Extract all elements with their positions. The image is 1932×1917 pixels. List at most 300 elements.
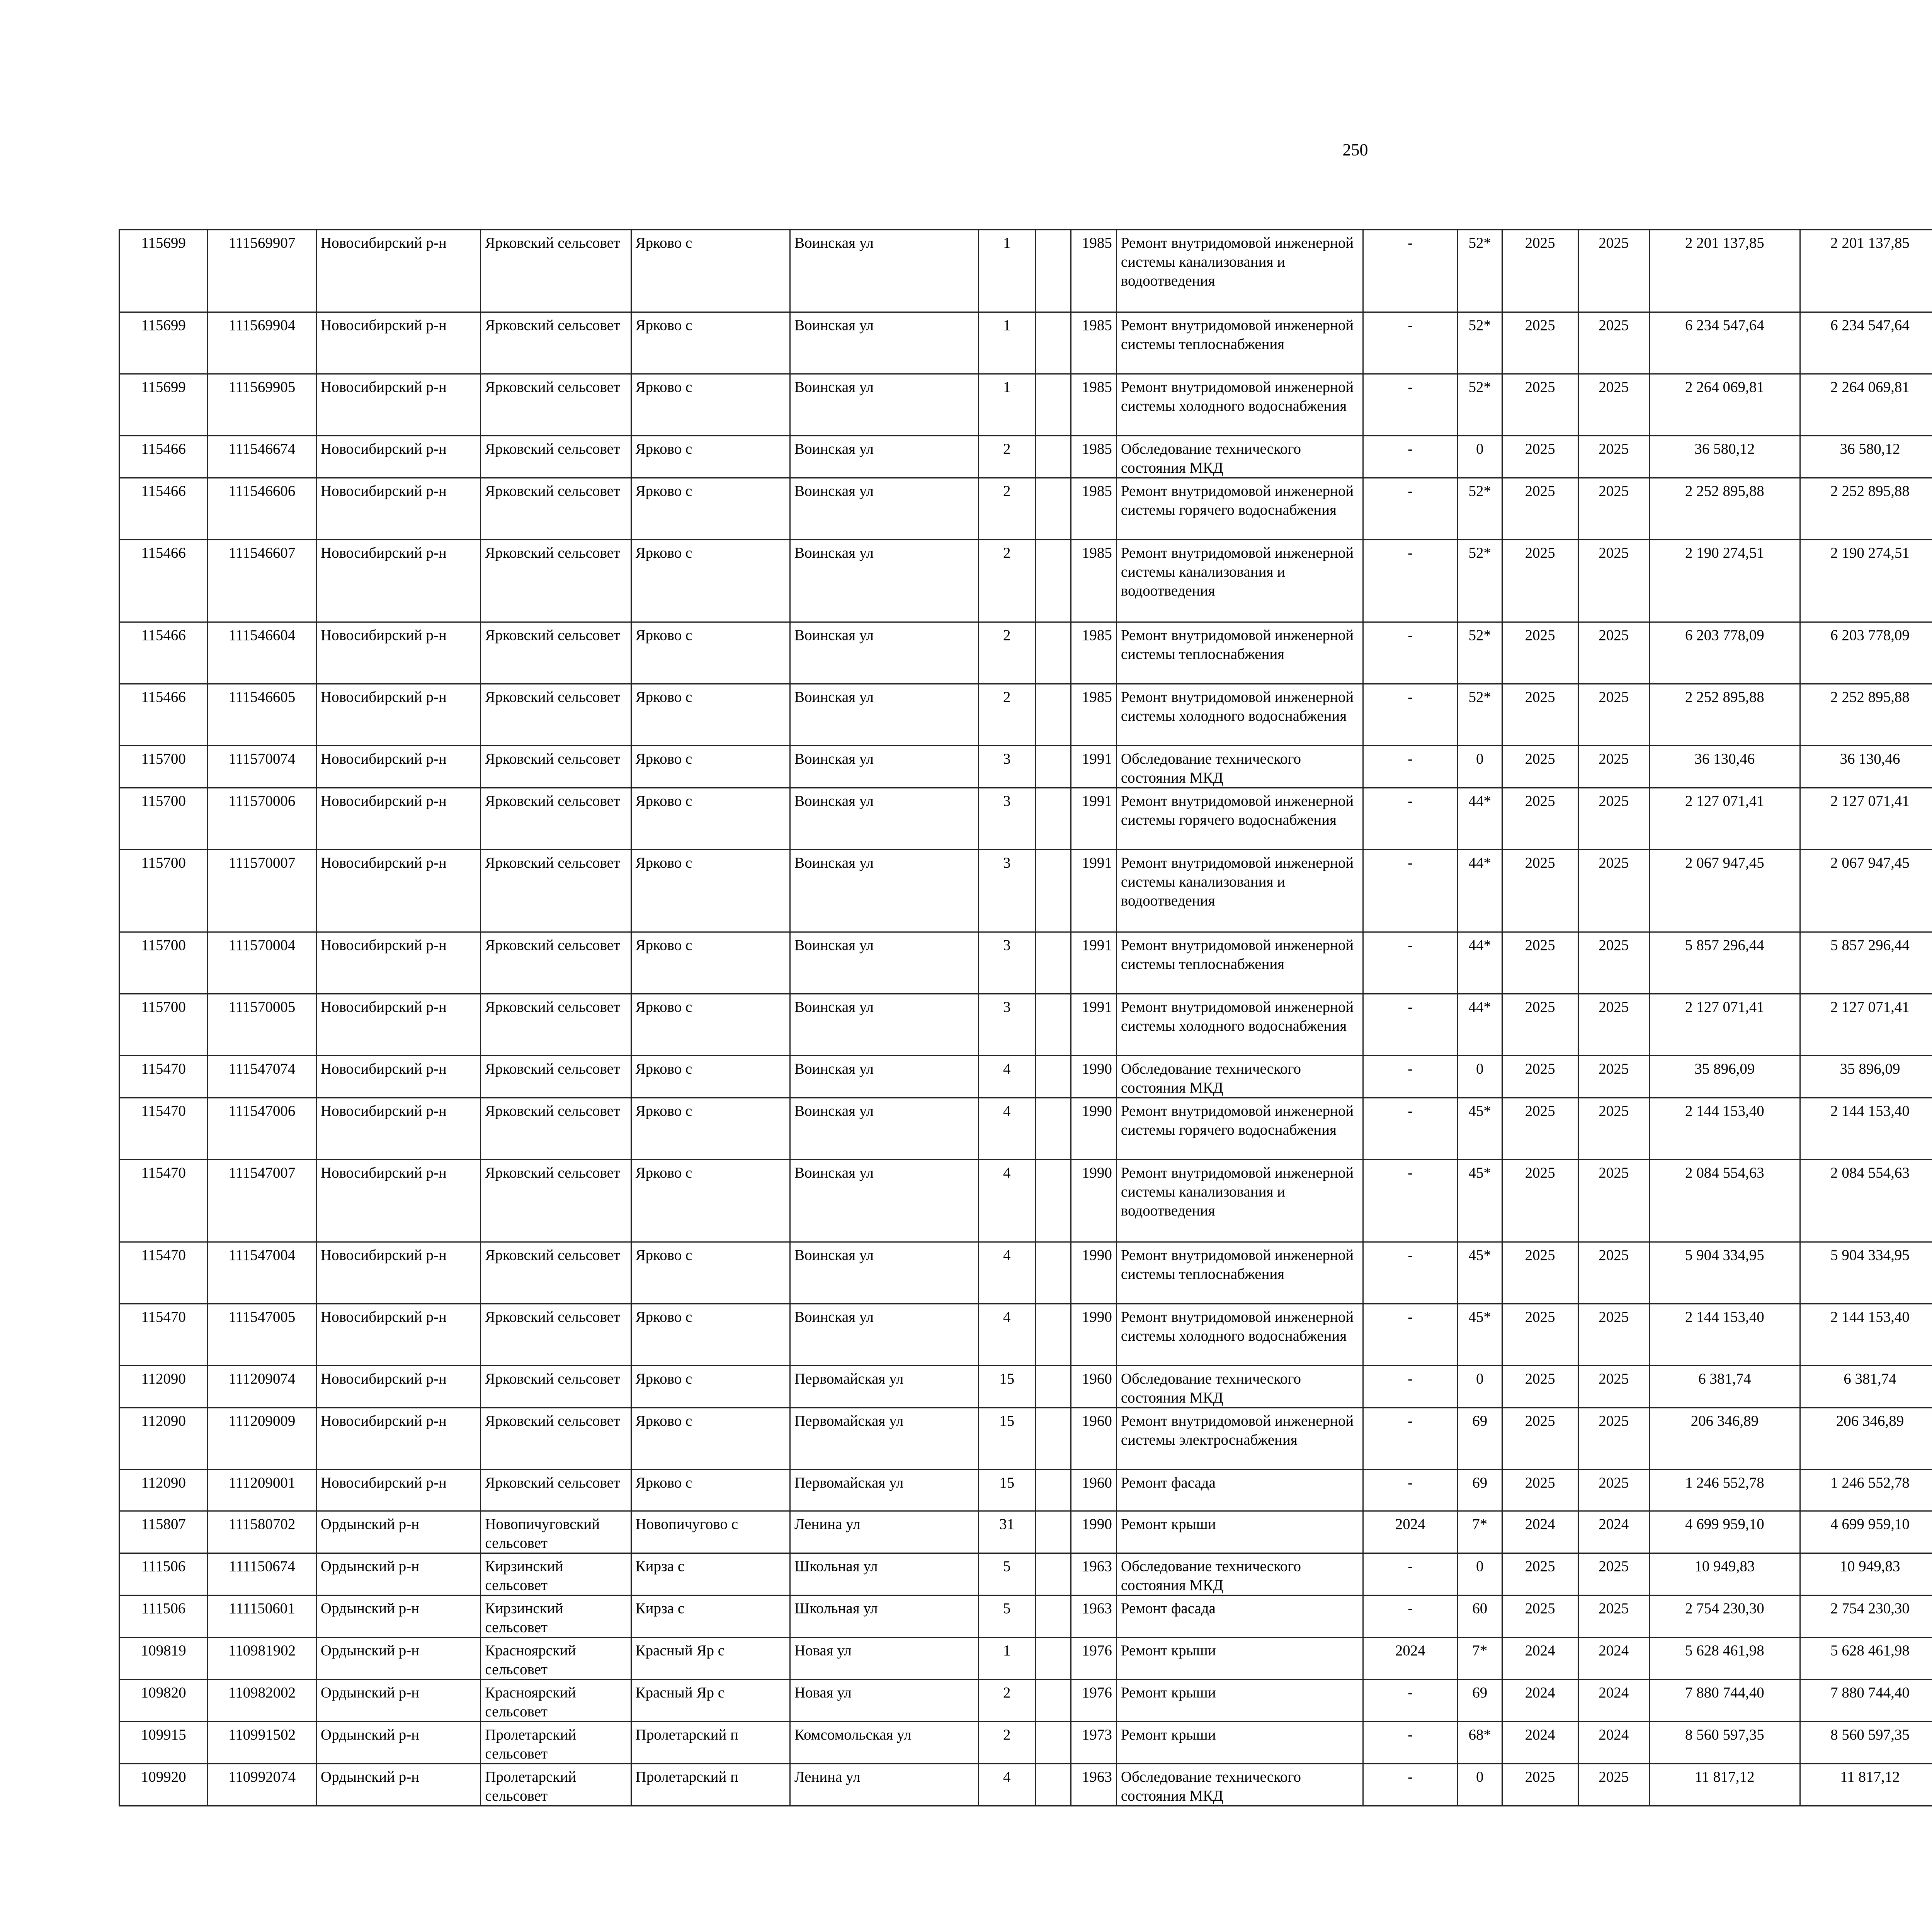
cell-cost-total: 36 580,12 bbox=[1649, 436, 1800, 478]
cell-house-number: 3 bbox=[978, 994, 1035, 1056]
cell-plan-year-start: 2025 bbox=[1502, 1304, 1578, 1366]
cell-cost-fund: 2 264 069,81 bbox=[1800, 374, 1932, 436]
cell-municipality: Ярковский сельсовет bbox=[481, 1366, 631, 1408]
cell-building bbox=[1035, 1680, 1071, 1722]
capital-repair-table bbox=[119, 229, 1932, 1806]
cell-cost-fund: 2 252 895,88 bbox=[1800, 684, 1932, 746]
cell-build-year: 1960 bbox=[1071, 1366, 1117, 1408]
cell-municipality: Ярковский сельсовет bbox=[481, 622, 631, 684]
cell-wear-percent: 52* bbox=[1458, 374, 1502, 436]
cell-house-number: 4 bbox=[978, 1304, 1035, 1366]
cell-plan-year-start: 2025 bbox=[1502, 788, 1578, 850]
cell-cost-fund: 2 127 071,41 bbox=[1800, 994, 1932, 1056]
cell-building bbox=[1035, 230, 1071, 312]
cell-district: Ордынский р-н bbox=[316, 1722, 480, 1764]
cell-cost-total: 6 381,74 bbox=[1649, 1366, 1800, 1408]
cell-wear-percent: 7* bbox=[1458, 1638, 1502, 1680]
cell-house-id: 115466 bbox=[119, 684, 208, 746]
cell-work-id: 111569907 bbox=[208, 230, 316, 312]
cell-cost-total: 11 817,12 bbox=[1649, 1764, 1800, 1806]
cell-building bbox=[1035, 312, 1071, 374]
cell-work-type: Ремонт внутридомовой инженерной системы канализования и водоотведения bbox=[1116, 230, 1363, 312]
cell-plan-year-start: 2025 bbox=[1502, 850, 1578, 932]
page-number: 250 bbox=[1342, 140, 1368, 159]
cell-building bbox=[1035, 436, 1071, 478]
cell-cost-fund: 1 246 552,78 bbox=[1800, 1470, 1932, 1511]
cell-house-number: 15 bbox=[978, 1366, 1035, 1408]
cell-house-number: 4 bbox=[978, 1764, 1035, 1806]
cell-street: Новая ул bbox=[790, 1680, 978, 1722]
cell-work-type: Ремонт внутридомовой инженерной системы горячего водоснабжения bbox=[1116, 478, 1363, 540]
cell-last-repair-year: - bbox=[1363, 788, 1458, 850]
cell-work-type: Обследование технического состояния МКД bbox=[1116, 1366, 1363, 1408]
cell-district: Новосибирский р-н bbox=[316, 1098, 480, 1160]
cell-district: Новосибирский р-н bbox=[316, 1056, 480, 1098]
cell-build-year: 1963 bbox=[1071, 1595, 1117, 1638]
cell-build-year: 1990 bbox=[1071, 1511, 1117, 1553]
cell-last-repair-year: - bbox=[1363, 1764, 1458, 1806]
cell-street: Воинская ул bbox=[790, 478, 978, 540]
cell-work-id: 110981902 bbox=[208, 1638, 316, 1680]
cell-wear-percent: 69 bbox=[1458, 1470, 1502, 1511]
cell-settlement: Ярково с bbox=[631, 684, 790, 746]
cell-plan-year-start: 2024 bbox=[1502, 1680, 1578, 1722]
cell-work-type: Обследование технического состояния МКД bbox=[1116, 1553, 1363, 1595]
cell-cost-total: 35 896,09 bbox=[1649, 1056, 1800, 1098]
cell-municipality: Ярковский сельсовет bbox=[481, 746, 631, 788]
cell-street: Школьная ул bbox=[790, 1595, 978, 1638]
cell-last-repair-year: - bbox=[1363, 1242, 1458, 1304]
cell-street: Воинская ул bbox=[790, 622, 978, 684]
cell-plan-year-end: 2025 bbox=[1578, 850, 1649, 932]
cell-building bbox=[1035, 1595, 1071, 1638]
cell-work-type: Ремонт фасада bbox=[1116, 1470, 1363, 1511]
cell-cost-fund: 2 144 153,40 bbox=[1800, 1304, 1932, 1366]
cell-last-repair-year: - bbox=[1363, 1304, 1458, 1366]
cell-building bbox=[1035, 1470, 1071, 1511]
cell-plan-year-start: 2025 bbox=[1502, 932, 1578, 994]
cell-street: Воинская ул bbox=[790, 540, 978, 622]
cell-municipality: Пролетарский сельсовет bbox=[481, 1722, 631, 1764]
cell-last-repair-year: - bbox=[1363, 1722, 1458, 1764]
cell-street: Новая ул bbox=[790, 1638, 978, 1680]
cell-house-id: 115466 bbox=[119, 622, 208, 684]
cell-municipality: Ярковский сельсовет bbox=[481, 436, 631, 478]
cell-work-type: Ремонт внутридомовой инженерной системы канализования и водоотведения bbox=[1116, 850, 1363, 932]
cell-work-id: 111570074 bbox=[208, 746, 316, 788]
cell-cost-total: 2 190 274,51 bbox=[1649, 540, 1800, 622]
cell-last-repair-year: - bbox=[1363, 1680, 1458, 1722]
cell-build-year: 1976 bbox=[1071, 1638, 1117, 1680]
cell-build-year: 1973 bbox=[1071, 1722, 1117, 1764]
cell-municipality: Красноярский сельсовет bbox=[481, 1680, 631, 1722]
cell-house-id: 115466 bbox=[119, 540, 208, 622]
cell-house-id: 115699 bbox=[119, 230, 208, 312]
cell-house-number: 4 bbox=[978, 1242, 1035, 1304]
cell-settlement: Ярково с bbox=[631, 994, 790, 1056]
cell-settlement: Ярково с bbox=[631, 1366, 790, 1408]
cell-street: Первомайская ул bbox=[790, 1408, 978, 1470]
cell-build-year: 1985 bbox=[1071, 478, 1117, 540]
cell-street: Воинская ул bbox=[790, 850, 978, 932]
cell-last-repair-year: - bbox=[1363, 622, 1458, 684]
table-row bbox=[119, 684, 1932, 746]
table-row bbox=[119, 1680, 1932, 1722]
cell-last-repair-year: 2024 bbox=[1363, 1511, 1458, 1553]
cell-district: Новосибирский р-н bbox=[316, 540, 480, 622]
cell-cost-total: 2 252 895,88 bbox=[1649, 684, 1800, 746]
cell-cost-total: 5 904 334,95 bbox=[1649, 1242, 1800, 1304]
cell-house-number: 3 bbox=[978, 746, 1035, 788]
table-row bbox=[119, 1764, 1932, 1806]
table-row bbox=[119, 1056, 1932, 1098]
cell-build-year: 1960 bbox=[1071, 1470, 1117, 1511]
cell-work-type: Обследование технического состояния МКД bbox=[1116, 1764, 1363, 1806]
cell-house-id: 112090 bbox=[119, 1408, 208, 1470]
cell-cost-total: 8 560 597,35 bbox=[1649, 1722, 1800, 1764]
cell-build-year: 1985 bbox=[1071, 374, 1117, 436]
cell-house-number: 2 bbox=[978, 540, 1035, 622]
cell-plan-year-start: 2025 bbox=[1502, 1470, 1578, 1511]
table-row bbox=[119, 374, 1932, 436]
cell-plan-year-end: 2025 bbox=[1578, 1160, 1649, 1242]
table-row bbox=[119, 1511, 1932, 1553]
cell-plan-year-end: 2024 bbox=[1578, 1680, 1649, 1722]
cell-work-id: 111580702 bbox=[208, 1511, 316, 1553]
cell-build-year: 1960 bbox=[1071, 1408, 1117, 1470]
cell-municipality: Ярковский сельсовет bbox=[481, 312, 631, 374]
cell-plan-year-end: 2025 bbox=[1578, 1553, 1649, 1595]
cell-settlement: Ярково с bbox=[631, 622, 790, 684]
cell-cost-fund: 5 628 461,98 bbox=[1800, 1638, 1932, 1680]
cell-plan-year-start: 2025 bbox=[1502, 230, 1578, 312]
cell-wear-percent: 52* bbox=[1458, 622, 1502, 684]
cell-municipality: Красноярский сельсовет bbox=[481, 1638, 631, 1680]
cell-plan-year-start: 2024 bbox=[1502, 1638, 1578, 1680]
cell-cost-total: 2 264 069,81 bbox=[1649, 374, 1800, 436]
cell-house-number: 15 bbox=[978, 1470, 1035, 1511]
cell-district: Ордынский р-н bbox=[316, 1680, 480, 1722]
cell-municipality: Ярковский сельсовет bbox=[481, 1242, 631, 1304]
cell-street: Первомайская ул bbox=[790, 1470, 978, 1511]
cell-settlement: Ярково с bbox=[631, 746, 790, 788]
cell-district: Новосибирский р-н bbox=[316, 1470, 480, 1511]
cell-house-id: 112090 bbox=[119, 1470, 208, 1511]
cell-district: Ордынский р-н bbox=[316, 1553, 480, 1595]
cell-settlement: Ярково с bbox=[631, 1470, 790, 1511]
cell-work-type: Ремонт внутридомовой инженерной системы теплоснабжения bbox=[1116, 312, 1363, 374]
cell-building bbox=[1035, 1638, 1071, 1680]
cell-last-repair-year: - bbox=[1363, 1366, 1458, 1408]
cell-district: Новосибирский р-н bbox=[316, 622, 480, 684]
cell-plan-year-end: 2025 bbox=[1578, 932, 1649, 994]
cell-street: Воинская ул bbox=[790, 1304, 978, 1366]
cell-settlement: Ярково с bbox=[631, 1160, 790, 1242]
cell-house-number: 1 bbox=[978, 374, 1035, 436]
cell-cost-fund: 5 904 334,95 bbox=[1800, 1242, 1932, 1304]
cell-wear-percent: 44* bbox=[1458, 850, 1502, 932]
cell-municipality: Ярковский сельсовет bbox=[481, 1160, 631, 1242]
cell-house-id: 115700 bbox=[119, 788, 208, 850]
cell-build-year: 1990 bbox=[1071, 1056, 1117, 1098]
cell-cost-total: 36 130,46 bbox=[1649, 746, 1800, 788]
cell-work-id: 111546605 bbox=[208, 684, 316, 746]
cell-house-id: 115700 bbox=[119, 994, 208, 1056]
cell-plan-year-start: 2025 bbox=[1502, 1553, 1578, 1595]
cell-municipality: Ярковский сельсовет bbox=[481, 1470, 631, 1511]
cell-last-repair-year: - bbox=[1363, 1098, 1458, 1160]
cell-house-id: 115470 bbox=[119, 1160, 208, 1242]
cell-building bbox=[1035, 1366, 1071, 1408]
cell-build-year: 1991 bbox=[1071, 850, 1117, 932]
cell-build-year: 1963 bbox=[1071, 1764, 1117, 1806]
cell-work-id: 111547074 bbox=[208, 1056, 316, 1098]
cell-municipality: Ярковский сельсовет bbox=[481, 788, 631, 850]
table-row bbox=[119, 746, 1932, 788]
cell-plan-year-end: 2025 bbox=[1578, 1470, 1649, 1511]
cell-settlement: Пролетарский п bbox=[631, 1764, 790, 1806]
cell-plan-year-end: 2025 bbox=[1578, 788, 1649, 850]
cell-settlement: Ярково с bbox=[631, 1304, 790, 1366]
cell-wear-percent: 52* bbox=[1458, 230, 1502, 312]
cell-cost-fund: 2 144 153,40 bbox=[1800, 1098, 1932, 1160]
table-row bbox=[119, 932, 1932, 994]
table-row bbox=[119, 1638, 1932, 1680]
cell-work-id: 111150674 bbox=[208, 1553, 316, 1595]
cell-wear-percent: 0 bbox=[1458, 1056, 1502, 1098]
cell-plan-year-end: 2025 bbox=[1578, 994, 1649, 1056]
cell-work-id: 111547005 bbox=[208, 1304, 316, 1366]
cell-plan-year-end: 2025 bbox=[1578, 1242, 1649, 1304]
cell-work-type: Ремонт внутридомовой инженерной системы теплоснабжения bbox=[1116, 932, 1363, 994]
cell-house-number: 4 bbox=[978, 1056, 1035, 1098]
cell-plan-year-start: 2025 bbox=[1502, 1408, 1578, 1470]
table-row bbox=[119, 540, 1932, 622]
cell-build-year: 1985 bbox=[1071, 540, 1117, 622]
cell-cost-fund: 2 754 230,30 bbox=[1800, 1595, 1932, 1638]
cell-municipality: Ярковский сельсовет bbox=[481, 1098, 631, 1160]
cell-wear-percent: 52* bbox=[1458, 684, 1502, 746]
cell-work-id: 111546674 bbox=[208, 436, 316, 478]
cell-work-id: 111547006 bbox=[208, 1098, 316, 1160]
cell-build-year: 1985 bbox=[1071, 230, 1117, 312]
cell-cost-fund: 2 127 071,41 bbox=[1800, 788, 1932, 850]
cell-house-number: 3 bbox=[978, 850, 1035, 932]
cell-wear-percent: 44* bbox=[1458, 994, 1502, 1056]
cell-street: Воинская ул bbox=[790, 312, 978, 374]
cell-work-id: 111547004 bbox=[208, 1242, 316, 1304]
cell-plan-year-start: 2025 bbox=[1502, 684, 1578, 746]
cell-district: Новосибирский р-н bbox=[316, 1366, 480, 1408]
cell-work-type: Ремонт внутридомовой инженерной системы теплоснабжения bbox=[1116, 1242, 1363, 1304]
cell-house-number: 5 bbox=[978, 1553, 1035, 1595]
cell-work-type: Ремонт внутридомовой инженерной системы электроснабжения bbox=[1116, 1408, 1363, 1470]
table-row bbox=[119, 230, 1932, 312]
cell-house-number: 1 bbox=[978, 1638, 1035, 1680]
cell-cost-fund: 2 252 895,88 bbox=[1800, 478, 1932, 540]
table-row bbox=[119, 1160, 1932, 1242]
cell-house-number: 1 bbox=[978, 230, 1035, 312]
cell-cost-fund: 2 067 947,45 bbox=[1800, 850, 1932, 932]
cell-house-number: 5 bbox=[978, 1595, 1035, 1638]
cell-settlement: Ярково с bbox=[631, 312, 790, 374]
cell-street: Воинская ул bbox=[790, 746, 978, 788]
cell-work-id: 111209009 bbox=[208, 1408, 316, 1470]
cell-municipality: Ярковский сельсовет bbox=[481, 1056, 631, 1098]
cell-plan-year-end: 2025 bbox=[1578, 1595, 1649, 1638]
cell-work-type: Ремонт внутридомовой инженерной системы канализования и водоотведения bbox=[1116, 540, 1363, 622]
cell-street: Воинская ул bbox=[790, 1098, 978, 1160]
cell-plan-year-start: 2024 bbox=[1502, 1722, 1578, 1764]
cell-work-id: 111569904 bbox=[208, 312, 316, 374]
cell-plan-year-start: 2025 bbox=[1502, 622, 1578, 684]
cell-build-year: 1990 bbox=[1071, 1304, 1117, 1366]
cell-last-repair-year: - bbox=[1363, 1056, 1458, 1098]
cell-work-type: Ремонт внутридомовой инженерной системы канализования и водоотведения bbox=[1116, 1160, 1363, 1242]
cell-build-year: 1985 bbox=[1071, 622, 1117, 684]
cell-plan-year-start: 2025 bbox=[1502, 746, 1578, 788]
cell-house-id: 115700 bbox=[119, 746, 208, 788]
cell-house-number: 31 bbox=[978, 1511, 1035, 1553]
cell-municipality: Ярковский сельсовет bbox=[481, 374, 631, 436]
cell-work-type: Ремонт внутридомовой инженерной системы теплоснабжения bbox=[1116, 622, 1363, 684]
cell-last-repair-year: - bbox=[1363, 994, 1458, 1056]
cell-work-type: Ремонт крыши bbox=[1116, 1638, 1363, 1680]
cell-municipality: Ярковский сельсовет bbox=[481, 850, 631, 932]
cell-building bbox=[1035, 1511, 1071, 1553]
cell-build-year: 1985 bbox=[1071, 436, 1117, 478]
cell-wear-percent: 0 bbox=[1458, 746, 1502, 788]
table-row bbox=[119, 788, 1932, 850]
cell-building bbox=[1035, 746, 1071, 788]
cell-plan-year-end: 2025 bbox=[1578, 1098, 1649, 1160]
cell-house-number: 2 bbox=[978, 436, 1035, 478]
cell-last-repair-year: - bbox=[1363, 478, 1458, 540]
cell-district: Новосибирский р-н bbox=[316, 478, 480, 540]
cell-house-id: 115699 bbox=[119, 374, 208, 436]
cell-plan-year-end: 2025 bbox=[1578, 540, 1649, 622]
cell-build-year: 1990 bbox=[1071, 1160, 1117, 1242]
cell-work-type: Ремонт внутридомовой инженерной системы холодного водоснабжения bbox=[1116, 994, 1363, 1056]
cell-build-year: 1976 bbox=[1071, 1680, 1117, 1722]
cell-settlement: Ярково с bbox=[631, 478, 790, 540]
cell-building bbox=[1035, 1242, 1071, 1304]
cell-wear-percent: 45* bbox=[1458, 1098, 1502, 1160]
cell-last-repair-year: - bbox=[1363, 850, 1458, 932]
cell-street: Воинская ул bbox=[790, 436, 978, 478]
cell-settlement: Ярково с bbox=[631, 788, 790, 850]
table-row bbox=[119, 1595, 1932, 1638]
cell-building bbox=[1035, 374, 1071, 436]
cell-district: Ордынский р-н bbox=[316, 1511, 480, 1553]
cell-building bbox=[1035, 1056, 1071, 1098]
cell-building bbox=[1035, 850, 1071, 932]
cell-settlement: Ярково с bbox=[631, 1408, 790, 1470]
cell-cost-total: 6 203 778,09 bbox=[1649, 622, 1800, 684]
cell-last-repair-year: - bbox=[1363, 374, 1458, 436]
cell-settlement: Ярково с bbox=[631, 1098, 790, 1160]
table-row bbox=[119, 1304, 1932, 1366]
cell-build-year: 1991 bbox=[1071, 932, 1117, 994]
cell-street: Воинская ул bbox=[790, 374, 978, 436]
cell-work-id: 111570006 bbox=[208, 788, 316, 850]
cell-work-id: 110982002 bbox=[208, 1680, 316, 1722]
cell-street: Воинская ул bbox=[790, 994, 978, 1056]
cell-work-id: 111547007 bbox=[208, 1160, 316, 1242]
table-row bbox=[119, 850, 1932, 932]
cell-settlement: Кирза с bbox=[631, 1595, 790, 1638]
cell-plan-year-start: 2025 bbox=[1502, 1366, 1578, 1408]
cell-house-number: 2 bbox=[978, 1680, 1035, 1722]
cell-house-id: 115470 bbox=[119, 1098, 208, 1160]
cell-district: Ордынский р-н bbox=[316, 1595, 480, 1638]
cell-cost-fund: 6 203 778,09 bbox=[1800, 622, 1932, 684]
cell-cost-total: 2 754 230,30 bbox=[1649, 1595, 1800, 1638]
cell-wear-percent: 0 bbox=[1458, 436, 1502, 478]
cell-plan-year-start: 2025 bbox=[1502, 1764, 1578, 1806]
cell-plan-year-end: 2025 bbox=[1578, 1764, 1649, 1806]
cell-house-number: 3 bbox=[978, 788, 1035, 850]
cell-house-id: 109819 bbox=[119, 1638, 208, 1680]
cell-work-id: 110991502 bbox=[208, 1722, 316, 1764]
cell-building bbox=[1035, 1764, 1071, 1806]
cell-street: Воинская ул bbox=[790, 1056, 978, 1098]
cell-build-year: 1963 bbox=[1071, 1553, 1117, 1595]
table-body bbox=[119, 230, 1932, 1806]
cell-work-type: Ремонт крыши bbox=[1116, 1511, 1363, 1553]
cell-settlement: Красный Яр с bbox=[631, 1638, 790, 1680]
cell-plan-year-end: 2024 bbox=[1578, 1722, 1649, 1764]
cell-house-id: 115470 bbox=[119, 1304, 208, 1366]
cell-settlement: Пролетарский п bbox=[631, 1722, 790, 1764]
cell-work-type: Обследование технического состояния МКД bbox=[1116, 1056, 1363, 1098]
cell-street: Ленина ул bbox=[790, 1764, 978, 1806]
cell-municipality: Ярковский сельсовет bbox=[481, 1408, 631, 1470]
cell-plan-year-start: 2025 bbox=[1502, 1595, 1578, 1638]
cell-settlement: Ярково с bbox=[631, 850, 790, 932]
cell-cost-fund: 2 201 137,85 bbox=[1800, 230, 1932, 312]
cell-street: Воинская ул bbox=[790, 932, 978, 994]
table-row bbox=[119, 1098, 1932, 1160]
table-row bbox=[119, 1470, 1932, 1511]
cell-wear-percent: 69 bbox=[1458, 1680, 1502, 1722]
cell-work-id: 111546606 bbox=[208, 478, 316, 540]
cell-build-year: 1991 bbox=[1071, 994, 1117, 1056]
cell-building bbox=[1035, 932, 1071, 994]
cell-plan-year-end: 2025 bbox=[1578, 684, 1649, 746]
cell-plan-year-end: 2025 bbox=[1578, 478, 1649, 540]
cell-municipality: Кирзинский сельсовет bbox=[481, 1553, 631, 1595]
cell-house-number: 2 bbox=[978, 478, 1035, 540]
cell-street: Ленина ул bbox=[790, 1511, 978, 1553]
cell-house-number: 1 bbox=[978, 312, 1035, 374]
cell-work-id: 110992074 bbox=[208, 1764, 316, 1806]
cell-wear-percent: 52* bbox=[1458, 312, 1502, 374]
cell-plan-year-start: 2025 bbox=[1502, 994, 1578, 1056]
cell-settlement: Красный Яр с bbox=[631, 1680, 790, 1722]
cell-house-id: 111506 bbox=[119, 1595, 208, 1638]
cell-district: Новосибирский р-н bbox=[316, 994, 480, 1056]
cell-build-year: 1985 bbox=[1071, 684, 1117, 746]
cell-building bbox=[1035, 478, 1071, 540]
cell-settlement: Ярково с bbox=[631, 540, 790, 622]
cell-house-number: 3 bbox=[978, 932, 1035, 994]
cell-last-repair-year: - bbox=[1363, 746, 1458, 788]
cell-municipality: Ярковский сельсовет bbox=[481, 540, 631, 622]
cell-district: Новосибирский р-н bbox=[316, 850, 480, 932]
cell-cost-fund: 2 190 274,51 bbox=[1800, 540, 1932, 622]
cell-house-id: 115807 bbox=[119, 1511, 208, 1553]
